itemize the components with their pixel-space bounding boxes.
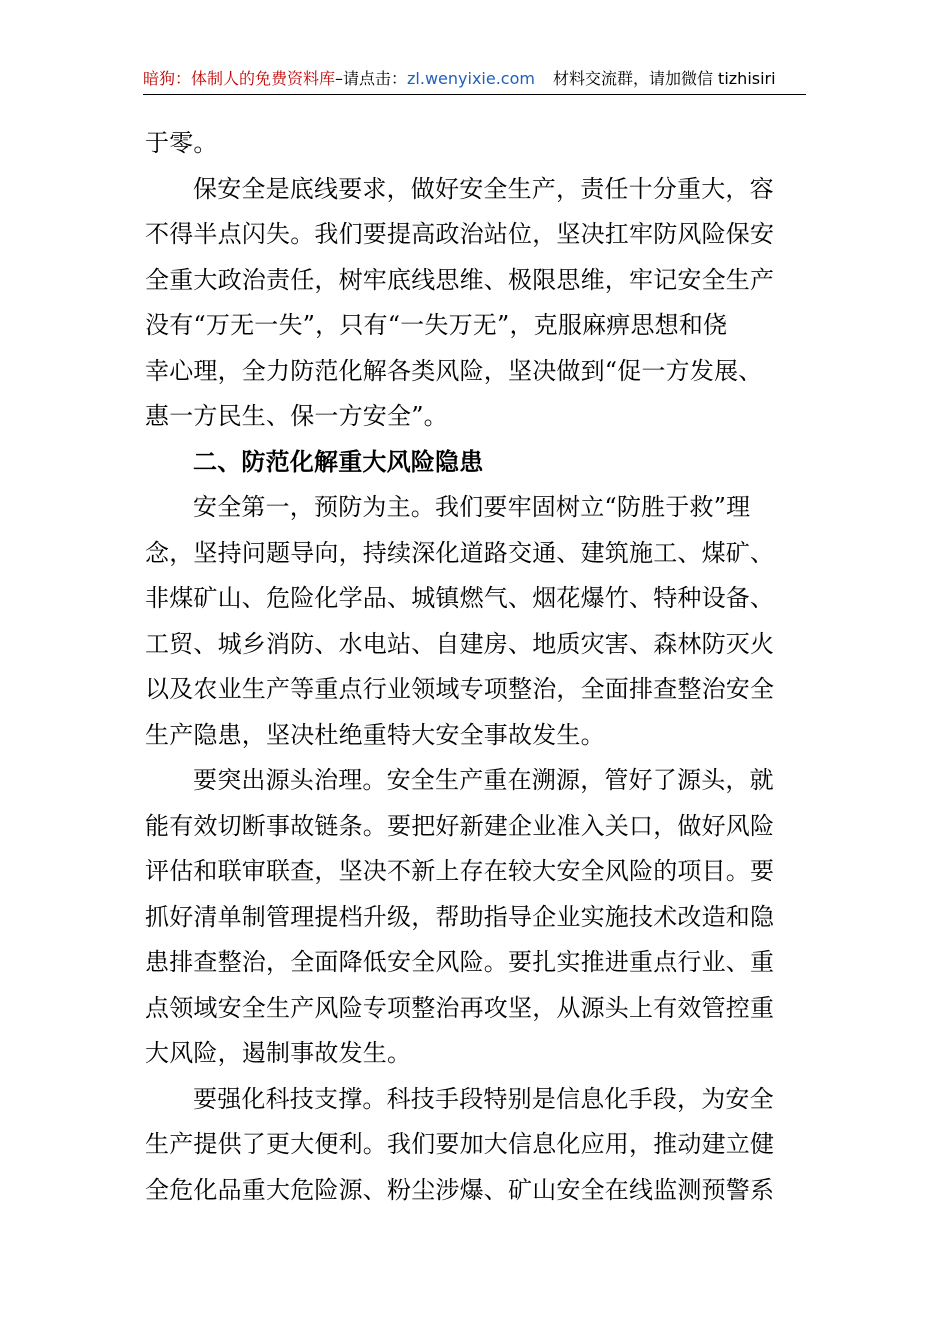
- paragraph-start-line: 安全第一，预防为主。我们要牢固树立“防胜于救”理: [193, 493, 751, 521]
- header-prompt: –请点击：: [335, 69, 408, 88]
- text-line: 以及农业生产等重点行业领域专项整治，全面排查整治安全: [145, 675, 775, 703]
- text-line: 大风险，遏制事故发生。: [145, 1039, 412, 1067]
- text-line: 评估和联审联查，坚决不新上存在较大安全风险的项目。要: [145, 857, 775, 885]
- text-line: 非煤矿山、危险化学品、城镇燃气、烟花爆竹、特种设备、: [145, 584, 775, 612]
- text-line: 抓好清单制管理提档升级，帮助指导企业实施技术改造和隐: [145, 902, 775, 931]
- text-line: 工贸、城乡消防、水电站、自建房、地质灾害、森林防灭火: [145, 629, 775, 658]
- header-brand: 暗狗：体制人的免费资料库: [143, 69, 336, 88]
- section-heading: 二、防范化解重大风险隐患: [193, 447, 484, 476]
- text-line: 点领域安全生产风险专项整治再攻坚，从源头上有效管控重: [145, 993, 775, 1022]
- paragraph-start-line: 要强化科技支撑。科技手段特别是信息化手段，为安全: [193, 1084, 774, 1113]
- page-header: [143, 64, 806, 95]
- text-line: 幸心理，全力防范化解各类风险，坚决做到“促一方发展、: [145, 356, 763, 385]
- text-line: 不得半点闪失。我们要提高政治站位，坚决扛牢防风险保安: [145, 220, 775, 248]
- text-line: 生产提供了更大便利。我们要加大信息化应用，推动建立健: [145, 1130, 775, 1158]
- text-line: 全重大政治责任，树牢底线思维、极限思维，牢记安全生产: [145, 265, 775, 294]
- text-line: 惠一方民生、保一方安全”。: [145, 402, 448, 430]
- text-line: 生产隐患，坚决杜绝重特大安全事故发生。: [145, 720, 605, 749]
- text-line: 全危化品重大危险源、粉尘涉爆、矿山安全在线监测预警系: [145, 1175, 775, 1204]
- text-line: 于零。: [145, 129, 218, 157]
- document-body: [145, 121, 810, 1213]
- header-contact: 材料交流群，请加微信 tizhisiri: [552, 69, 776, 88]
- paragraph-start-line: 要突出源头治理。安全生产重在溯源，管好了源头，就: [193, 766, 774, 794]
- text-line: 没有“万无一失”，只有“一失万无”，克服麻痹思想和侥: [145, 311, 728, 339]
- text-line: 患排查整治，全面降低安全风险。要扎实推进重点行业、重: [145, 948, 775, 976]
- text-line: 念，坚持问题导向，持续深化道路交通、建筑施工、煤矿、: [145, 538, 775, 567]
- text-line: 能有效切断事故链条。要把好新建企业准入关口，做好风险: [145, 811, 775, 840]
- paragraph-start-line: 保安全是底线要求，做好安全生产，责任十分重大，容: [193, 174, 774, 203]
- header-link[interactable]: zl.wenyixie.com: [407, 69, 535, 88]
